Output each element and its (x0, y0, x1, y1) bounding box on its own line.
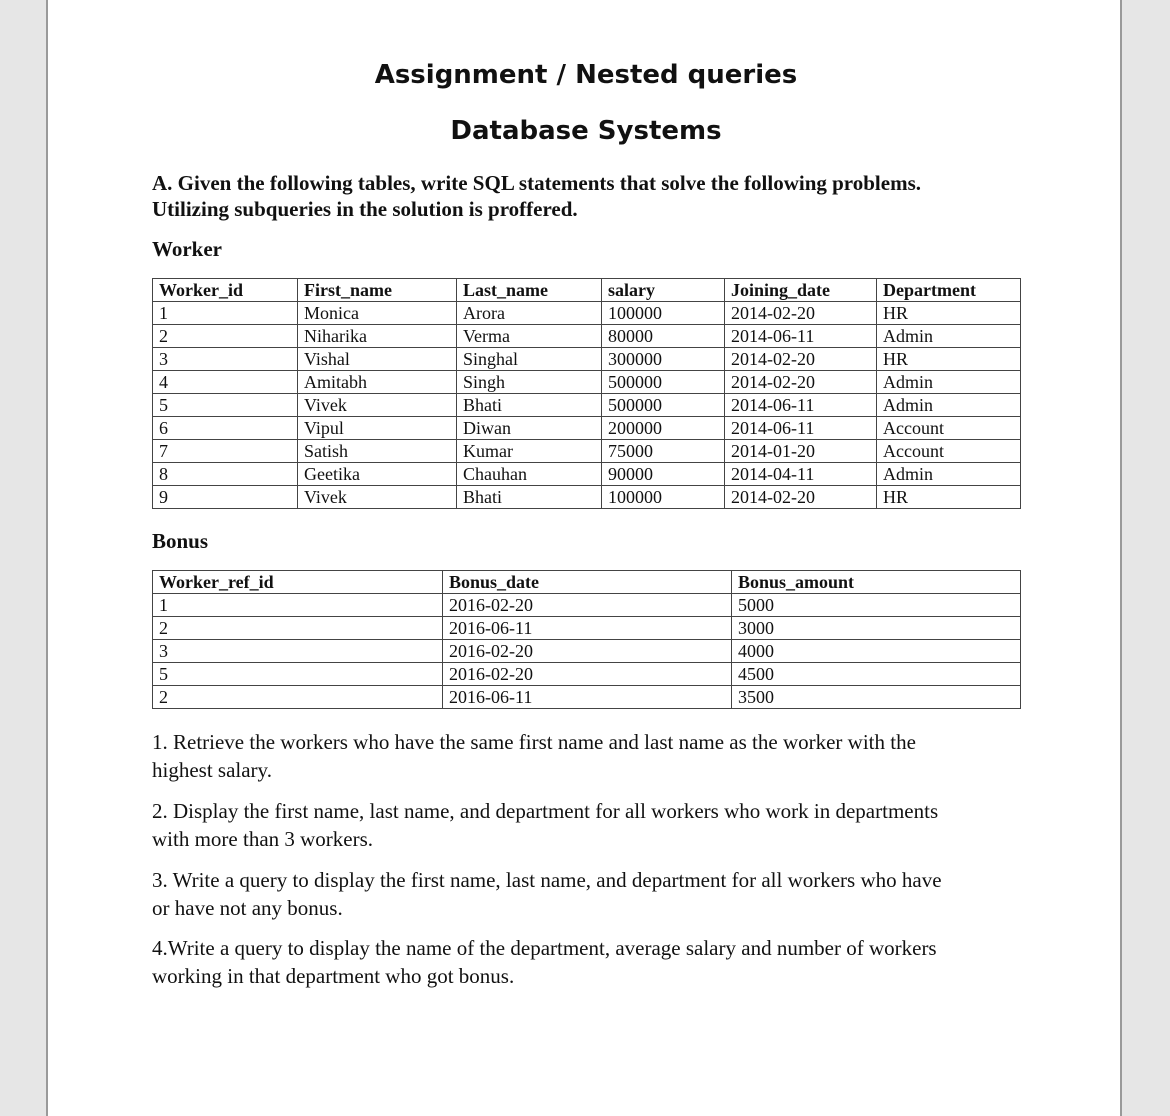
question-line: 4.Write a query to display the name of the department, average salary and number of workers (152, 936, 937, 960)
table-row (153, 617, 1021, 640)
table-cell: Satish (298, 440, 457, 463)
table-cell: 300000 (602, 348, 725, 371)
table-row (153, 686, 1021, 709)
column-header: Worker_id (153, 279, 298, 302)
table-cell: Niharika (298, 325, 457, 348)
question-line: with more than 3 workers. (152, 827, 374, 851)
question-line: or have not any bonus. (152, 896, 343, 920)
table-header-row (153, 279, 1021, 302)
table-cell: Bhati (457, 486, 602, 509)
table-row (153, 325, 1021, 348)
table-cell: 500000 (602, 371, 725, 394)
table-row (153, 348, 1021, 371)
table-row (153, 640, 1021, 663)
table-cell: 2016-06-11 (443, 686, 732, 709)
column-header: Last_name (457, 279, 602, 302)
table-cell: Amitabh (298, 371, 457, 394)
table-cell: Admin (877, 371, 1021, 394)
table-cell: 2014-02-20 (725, 348, 877, 371)
document-subtitle: Database Systems (450, 116, 722, 146)
table-row (153, 302, 1021, 325)
table-cell: 9 (153, 486, 298, 509)
table-row (153, 594, 1021, 617)
document-title: Assignment / Nested queries (374, 60, 798, 90)
question-1 (152, 728, 1022, 784)
table-cell: Admin (877, 463, 1021, 486)
table-row (153, 440, 1021, 463)
document-page (46, 0, 1122, 1116)
table-cell: 2014-06-11 (725, 417, 877, 440)
table-cell: 3000 (732, 617, 1021, 640)
column-header: Bonus_amount (732, 571, 1021, 594)
table-cell: Chauhan (457, 463, 602, 486)
table-cell: 100000 (602, 302, 725, 325)
table-cell: 2 (153, 325, 298, 348)
table-cell: Kumar (457, 440, 602, 463)
instructions (152, 170, 1052, 222)
table-cell: 2016-06-11 (443, 617, 732, 640)
table-cell: Vivek (298, 394, 457, 417)
table-cell: 75000 (602, 440, 725, 463)
table-cell: 2014-04-11 (725, 463, 877, 486)
table-cell: Vivek (298, 486, 457, 509)
question-line: 2. Display the first name, last name, and department for all workers who work in departments (152, 799, 939, 823)
table-cell: 5 (153, 394, 298, 417)
question-line: 1. Retrieve the workers who have the same first name and last name as the worker with the (152, 730, 916, 754)
table-cell: 3 (153, 348, 298, 371)
column-header: Bonus_date (443, 571, 732, 594)
question-line: highest salary. (152, 758, 272, 782)
table-cell: Singhal (457, 348, 602, 371)
table-cell: 2016-02-20 (443, 594, 732, 617)
table-cell: Verma (457, 325, 602, 348)
table-cell: 2016-02-20 (443, 663, 732, 686)
table-cell: 7 (153, 440, 298, 463)
table-cell: 2014-02-20 (725, 371, 877, 394)
column-header: salary (602, 279, 725, 302)
worker-table-label: Worker (152, 237, 222, 261)
table-row (153, 463, 1021, 486)
table-cell: Singh (457, 371, 602, 394)
table-cell: 500000 (602, 394, 725, 417)
table-cell: Bhati (457, 394, 602, 417)
column-header: Worker_ref_id (153, 571, 443, 594)
instructions-line: Utilizing subqueries in the solution is proffered. (152, 197, 578, 221)
table-cell: Vipul (298, 417, 457, 440)
column-header: Department (877, 279, 1021, 302)
table-cell: 200000 (602, 417, 725, 440)
worker-table (152, 278, 1021, 509)
column-header: Joining_date (725, 279, 877, 302)
table-cell: 2 (153, 617, 443, 640)
table-cell: 1 (153, 302, 298, 325)
table-cell: 3 (153, 640, 443, 663)
table-cell: 2014-02-20 (725, 486, 877, 509)
question-line: 3. Write a query to display the first name, last name, and department for all workers who have (152, 868, 942, 892)
table-cell: Account (877, 417, 1021, 440)
table-cell: HR (877, 486, 1021, 509)
table-cell: Admin (877, 394, 1021, 417)
table-row (153, 371, 1021, 394)
question-3 (152, 866, 1022, 922)
table-cell: Arora (457, 302, 602, 325)
table-cell: 100000 (602, 486, 725, 509)
bonus-table-label: Bonus (152, 529, 209, 553)
table-cell: Admin (877, 325, 1021, 348)
table-row (153, 486, 1021, 509)
table-cell: Vishal (298, 348, 457, 371)
table-cell: 5000 (732, 594, 1021, 617)
table-cell: 2016-02-20 (443, 640, 732, 663)
table-cell: 2 (153, 686, 443, 709)
table-cell: HR (877, 348, 1021, 371)
table-cell: 4000 (732, 640, 1021, 663)
table-row (153, 663, 1021, 686)
question-4 (152, 934, 1022, 990)
question-line: working in that department who got bonus. (152, 964, 515, 988)
question-2 (152, 797, 1022, 853)
table-cell: 4 (153, 371, 298, 394)
table-cell: 2014-02-20 (725, 302, 877, 325)
table-cell: 1 (153, 594, 443, 617)
table-header-row (153, 571, 1021, 594)
table-row (153, 417, 1021, 440)
table-cell: Account (877, 440, 1021, 463)
table-cell: 8 (153, 463, 298, 486)
table-cell: 6 (153, 417, 298, 440)
table-cell: 5 (153, 663, 443, 686)
table-cell: 2014-06-11 (725, 394, 877, 417)
table-cell: HR (877, 302, 1021, 325)
table-cell: 2014-06-11 (725, 325, 877, 348)
table-cell: 80000 (602, 325, 725, 348)
table-cell: Monica (298, 302, 457, 325)
instructions-line: A. Given the following tables, write SQL statements that solve the following problems. (152, 171, 922, 195)
table-row (153, 394, 1021, 417)
table-cell: 2014-01-20 (725, 440, 877, 463)
table-cell: Geetika (298, 463, 457, 486)
table-cell: Diwan (457, 417, 602, 440)
table-cell: 90000 (602, 463, 725, 486)
column-header: First_name (298, 279, 457, 302)
table-cell: 3500 (732, 686, 1021, 709)
table-cell: 4500 (732, 663, 1021, 686)
bonus-table (152, 570, 1021, 709)
